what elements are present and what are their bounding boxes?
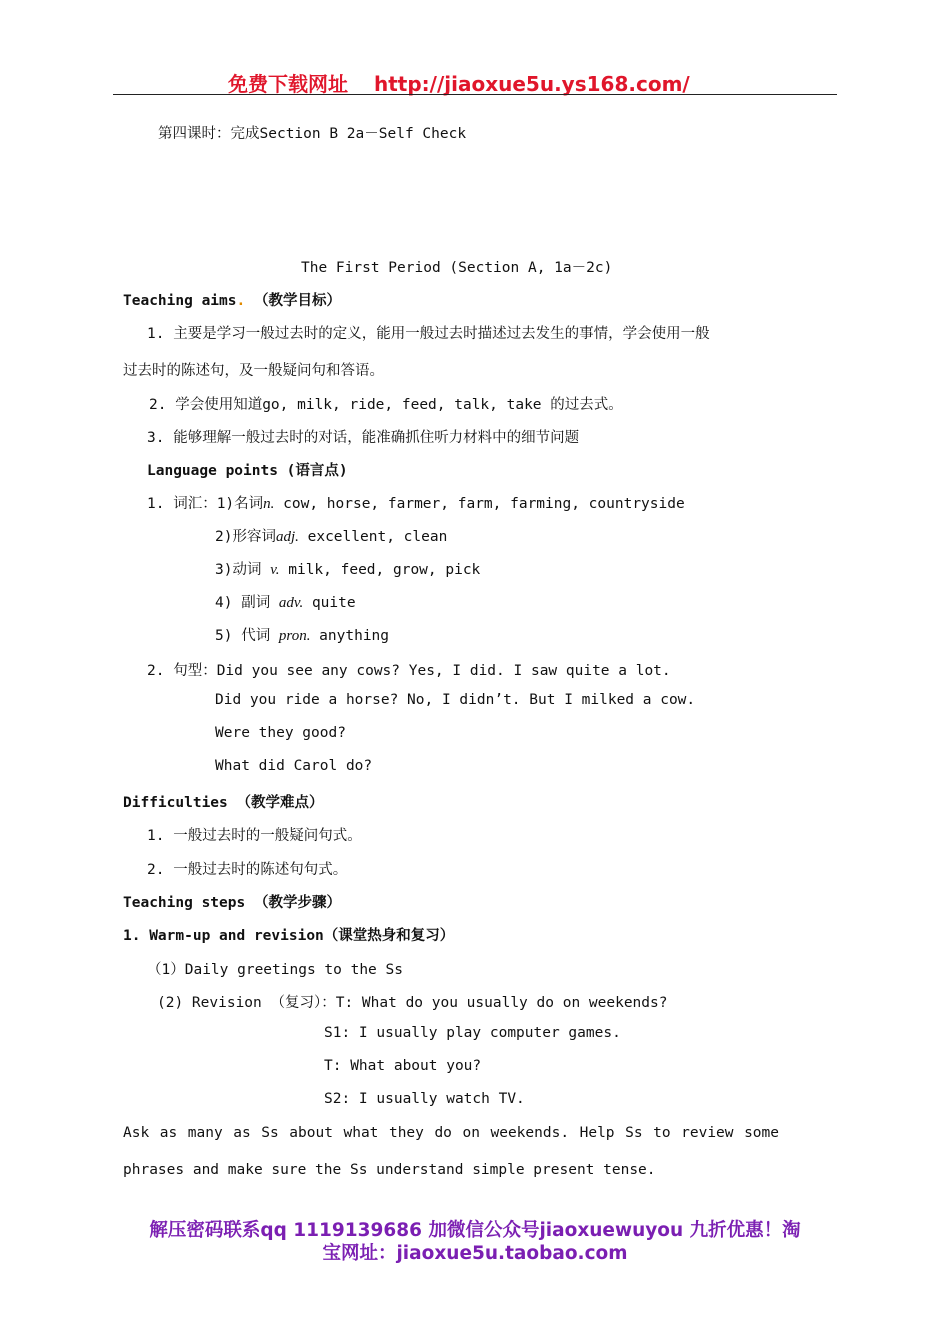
- vocab-prefix: 5) 代词: [215, 628, 279, 644]
- teaching-aims-heading-cn: （教学目标）: [253, 293, 341, 309]
- vocab-prefix: 2)形容词: [215, 529, 276, 545]
- site-label: 免费下载网址: [228, 72, 348, 96]
- vocab-prefix: 1. 词汇：1)名词: [147, 496, 264, 512]
- difficulty-item: 2. 一般过去时的陈述句句式。: [147, 862, 348, 878]
- heading-dot: .: [236, 293, 246, 309]
- vocab-words: cow, horse, farmer, farm, farming, countryside: [274, 496, 685, 512]
- aim-item-1-line2: 过去时的陈述句，及一般疑问句和答语。: [123, 363, 384, 379]
- vocab-words: milk, feed, grow, pick: [279, 562, 481, 578]
- vocab-item: [215, 624, 389, 645]
- vocab-pos: adv.: [278, 595, 304, 611]
- step1-item: (2) Revision （复习）：T: What do you usually do on weekends?: [157, 995, 668, 1011]
- step1-item: （1）Daily greetings to the Ss: [147, 962, 403, 978]
- vocab-item: [215, 591, 356, 612]
- dialogue-line: S1: I usually play computer games.: [324, 1025, 621, 1041]
- aim-item-1-line1: 1. 主要是学习一般过去时的定义，能用一般过去时描述过去发生的事情，学会使用一般: [147, 326, 710, 342]
- vocab-prefix: 3)动词: [215, 562, 271, 578]
- paragraph-line-1: Ask as many as Ss about what they do on weekends. Help Ss to review some: [123, 1125, 779, 1141]
- vocab-item: [147, 492, 685, 513]
- sentence-pattern: 2. 句型：Did you see any cows? Yes, I did. I saw quite a lot.: [147, 663, 671, 679]
- sentence-pattern: What did Carol do?: [215, 758, 373, 774]
- aim-item-2: 2. 学会使用知道go, milk, ride, feed, talk, take 的过去式。: [149, 397, 623, 413]
- vocab-words: excellent, clean: [298, 529, 448, 545]
- teaching-aims-heading: [123, 289, 341, 310]
- paragraph-line-2: phrases and make sure the Ss understand simple present tense.: [123, 1162, 656, 1178]
- period4-line: 第四课时：完成Section B 2a－Self Check: [158, 126, 467, 142]
- vocab-words: anything: [310, 628, 390, 644]
- footer-promo: [95, 1219, 855, 1265]
- dialogue-line: T: What about you?: [324, 1058, 482, 1074]
- teaching-steps-heading: Teaching steps （教学步骤）: [123, 895, 341, 911]
- footer-line-1: 解压密码联系qq 1119139686 加微信公众号jiaoxuewuyou 九折优惠！淘: [149, 1220, 801, 1241]
- step1-heading: 1. Warm-up and revision（课堂热身和复习）: [123, 928, 455, 944]
- aim-item-3: 3. 能够理解一般过去时的对话，能准确抓住听力材料中的细节问题: [147, 430, 580, 446]
- vocab-item: [215, 558, 480, 579]
- vocab-pos: n.: [263, 496, 275, 512]
- page-title: The First Period (Section A, 1a－2c): [301, 260, 613, 276]
- header-banner: [228, 68, 690, 97]
- vocab-words: quite: [303, 595, 356, 611]
- teaching-aims-heading-en: Teaching aims: [123, 293, 237, 309]
- sentence-pattern: Did you ride a horse? No, I didn’t. But I milked a cow.: [215, 692, 696, 708]
- vocab-pos: v.: [270, 562, 280, 578]
- vocab-pos: pron.: [278, 628, 311, 644]
- vocab-item: [215, 525, 447, 546]
- language-points-heading: Language points (语言点): [147, 463, 348, 479]
- header-divider: [113, 94, 837, 95]
- sentence-pattern: Were they good?: [215, 725, 346, 741]
- footer-line-2[interactable]: 宝网址：jiaoxue5u.taobao.com: [322, 1243, 628, 1264]
- vocab-pos: adj.: [275, 529, 299, 545]
- dialogue-line: S2: I usually watch TV.: [324, 1091, 525, 1107]
- difficulties-heading: Difficulties （教学难点）: [123, 795, 324, 811]
- site-url-link[interactable]: http://jiaoxue5u.ys168.com/: [374, 72, 690, 96]
- vocab-prefix: 4) 副词: [215, 595, 279, 611]
- difficulty-item: 1. 一般过去时的一般疑问句式。: [147, 828, 362, 844]
